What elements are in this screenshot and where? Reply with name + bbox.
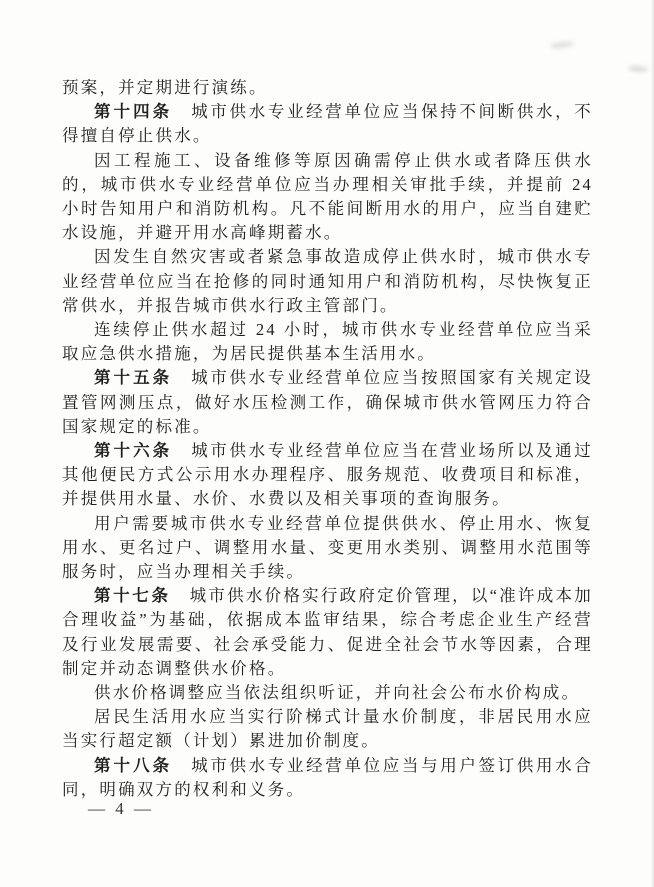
paragraph-text: 预案，并定期进行演练。: [62, 78, 268, 97]
scan-smudge: [550, 40, 575, 49]
paragraph: [62, 245, 593, 318]
paragraph: [62, 681, 593, 705]
article-number: 第十八条: [94, 756, 173, 775]
document-body: [62, 76, 593, 802]
paragraph-text: 因工程施工、设备维修等原因确需停止供水或者降压供水的，城市供水专业经营单位应当办理相关审批手续，并提前 24 小时告知用户和消防机构。凡不能间断用水的用户，应当自建贮水设施，并避开用水高峰期蓄水。: [62, 150, 593, 243]
page-number: — 4 —: [88, 799, 154, 818]
paragraph-article-14: [62, 100, 593, 148]
article-number: 第十六条: [94, 442, 173, 461]
article-number: 第十五条: [94, 369, 173, 388]
paragraph-text: 居民生活用水应当实行阶梯式计量水价制度，非居民用水应当实行超定额（计划）累进加价制度。: [62, 707, 593, 751]
paragraph: [62, 705, 593, 753]
article-number: 第十七条: [94, 587, 171, 606]
paragraph-text: 城市供水价格实行政府定价管理，以“准许成本加合理收益”为基础，依据成本监审结果，综合考虑企业生产经营及行业发展需要、社会承受能力、促进全社会节水等因素，合理制定并动态调整供水价格。: [62, 586, 593, 678]
paragraph: [62, 318, 593, 366]
paragraph-article-17: [62, 584, 593, 681]
scan-smudge: [628, 65, 648, 73]
paragraph-article-18: [62, 754, 593, 802]
paragraph-continuation: [62, 76, 593, 100]
paragraph-text: 因发生自然灾害或者紧急事故造成停止供水时，城市供水专业经营单位应当在抢修的同时通知用户和消防机构，尽快恢复正常供水，并报告城市供水行政主管部门。: [62, 247, 593, 315]
paragraph-text: 连续停止供水超过 24 小时，城市供水专业经营单位应当采取应急供水措施，为居民提供基本生活用水。: [62, 320, 593, 364]
paragraph-article-16: [62, 439, 593, 512]
paragraph-text: 城市供水专业经营单位应当在营业场所以及通过其他便民方式公示用水办理程序、服务规范、收费项目和标准，并提供用水量、水价、水费以及相关事项的查询服务。: [62, 441, 594, 509]
article-number: 第十四条: [94, 103, 173, 122]
paragraph-text: 用户需要城市供水专业经营单位提供供水、停止用水、恢复用水、更名过户、调整用水量、变更用水类别、调整用水范围等服务时，应当办理相关手续。: [62, 513, 593, 582]
paragraph-text: 城市供水专业经营单位应当保持不间断供水，不得擅自停止供水。: [62, 102, 594, 146]
paragraph: [62, 149, 593, 246]
paragraph-text: 城市供水专业经营单位应当按照国家有关规定设置管网测压点，做好水压检测工作，确保城市供水管网压力符合国家规定的标准。: [62, 368, 594, 436]
paragraph-text: 供水价格调整应当依法组织听证，并向社会公布水价构成。: [94, 683, 581, 703]
paragraph-article-15: [62, 366, 593, 439]
paragraph-text: 城市供水专业经营单位应当与用户签订供用水合同，明确双方的权利和义务。: [62, 755, 594, 799]
paragraph: [62, 512, 593, 585]
